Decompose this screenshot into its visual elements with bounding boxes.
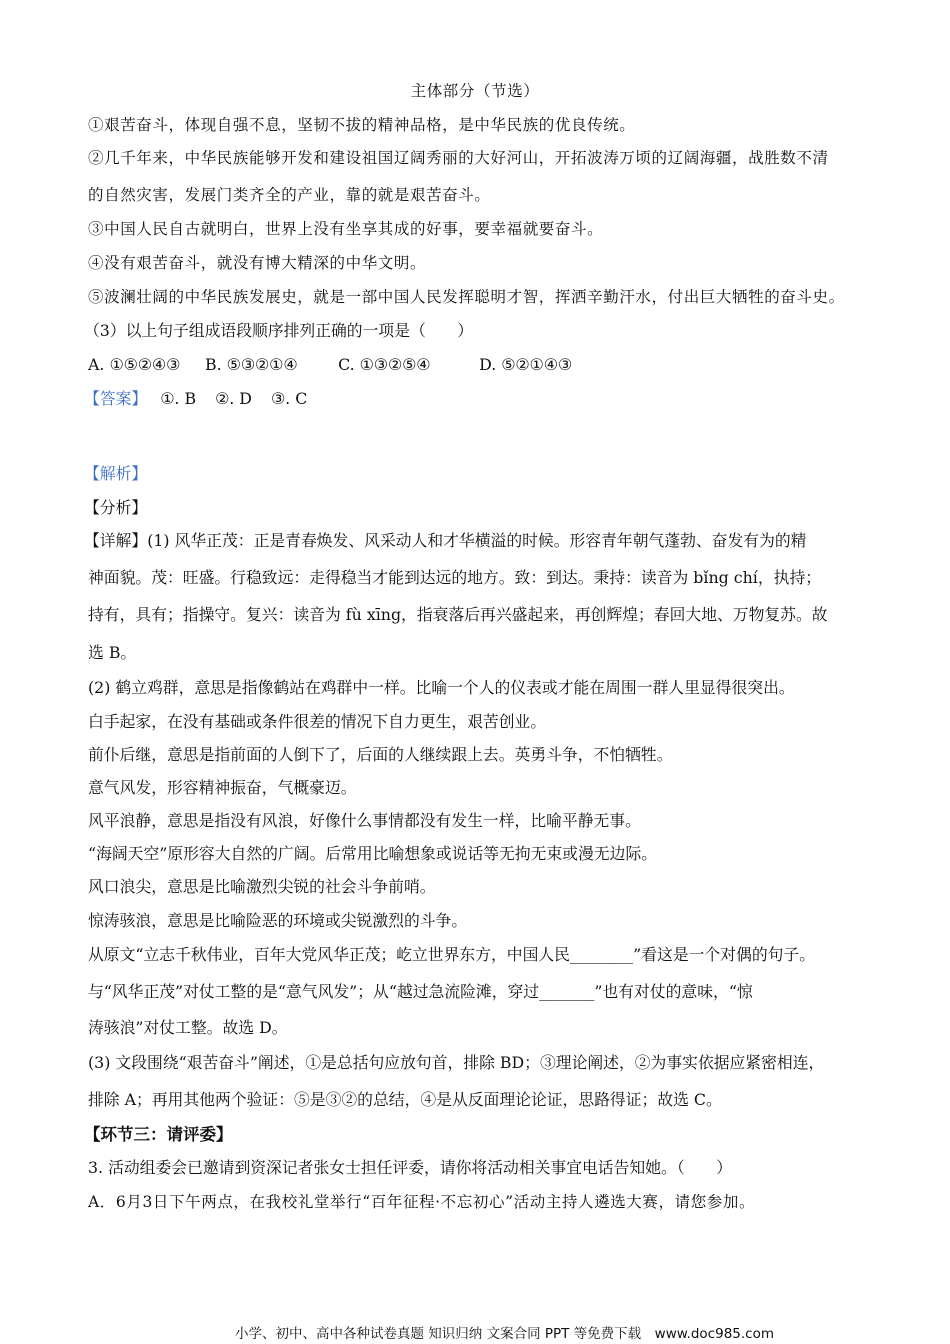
- analysis-line: “海阔天空”原形容大自然的广阔。后常用比喻想象或说话等无拘无束或漫无边际。: [88, 844, 658, 863]
- analysis-line: 意气风发，形容精神振奋，气概豪迈。: [88, 778, 357, 797]
- passage-line: ③中国人民自古就明白，世界上没有坐享其成的好事，要幸福就要奋斗。: [88, 220, 604, 238]
- analysis-line: 风平浪静，意思是指没有风浪，好像什么事情都没有发生一样，比喻平静无事。: [88, 811, 641, 830]
- analysis-line: 风口浪尖，意思是比喻激烈尖锐的社会斗争前哨。: [88, 877, 436, 896]
- page-footer: 小学、初中、高中各种试卷真题 知识归纳 文案合同 PPT 等免费下载 www.doc985.com: [234, 1326, 774, 1342]
- passage-line: 的自然灾害，发展门类齐全的产业，靠的就是艰苦奋斗。: [88, 186, 491, 204]
- option-a: A. ①⑤②④③: [88, 355, 181, 374]
- analysis-line: 排除 A；再用其他两个验证：⑤是③②的总结，④是从反面理论论证，思路得证；故选 C。: [88, 1090, 722, 1109]
- section-title: 【环节三：请评委】: [84, 1125, 233, 1144]
- option-b: B. ⑤③②①④: [205, 355, 298, 374]
- analysis-line: 从原文“立志千秋伟业，百年大党风华正茂；屹立世界东方，中国人民________”看这是一个对偶的句子。: [88, 945, 816, 964]
- passage-line: ⑤波澜壮阔的中华民族发展史，就是一部中国人民发挥聪明才智，挥洒辛勤汗水，付出巨大牺牲的奋斗史。: [88, 288, 845, 306]
- answer-item: ③. C: [271, 389, 308, 408]
- answer-line: [84, 388, 890, 410]
- analysis-line: 持有，具有；指操守。复兴：读音为 fù xīng，指衰落后再兴盛起来，再创辉煌；春回大地、万物复苏。故: [88, 605, 828, 624]
- question3-stem: （3）以上句子组成语段顺序排列正确的一项是（ ）: [84, 321, 474, 340]
- analysis-line: 【详解】(1) 风华正茂：正是青春焕发、风采动人和才华横溢的时候。形容青年朝气蓬勃、奋发有为的精: [84, 531, 807, 550]
- analysis-line: 惊涛骇浪，意思是比喻险恶的环境或尖锐激烈的斗争。: [88, 911, 468, 930]
- analysis-line: (2) 鹤立鸡群，意思是指像鹤站在鸡群中一样。比喻一个人的仪表或才能在周围一群人里显得很突出。: [88, 678, 795, 697]
- option-d: D. ⑤②①④③: [479, 355, 573, 374]
- analysis-line: 前仆后继，意思是指前面的人倒下了，后面的人继续跟上去。英勇斗争，不怕牺牲。: [88, 745, 673, 764]
- question-next-stem: 3. 活动组委会已邀请到资深记者张女士担任评委，请你将活动相关事宜电话告知她。（ ）: [88, 1158, 733, 1177]
- answer-label: 【答案】: [84, 389, 148, 408]
- passage-heading: 主体部分（节选）: [410, 82, 540, 100]
- question3-options: [88, 354, 890, 376]
- analysis-line: 白手起家，在没有基础或条件很差的情况下自力更生，艰苦创业。: [88, 712, 547, 731]
- analysis-line: 神面貌。茂：旺盛。行稳致远：走得稳当才能到达远的地方。致：到达。秉持：读音为 bǐng chí，执持；: [88, 568, 822, 587]
- analysis-line: 涛骇浪”对仗工整。故选 D。: [88, 1018, 288, 1037]
- analysis-line: (3) 文段围绕“艰苦奋斗”阐述，①是总括句应放句首，排除 BD；③理论阐述，②为事实依据应紧密相连，: [88, 1053, 825, 1072]
- question-next-option-a: A．6月3日下午两点，在我校礼堂举行“百年征程·不忘初心”活动主持人遴选大赛，请您参加。: [88, 1193, 756, 1211]
- answer-item: ①. B: [160, 389, 197, 408]
- analysis-sub-label: 【分析】: [84, 498, 148, 517]
- option-c: C. ①③②⑤④: [338, 355, 431, 374]
- analysis-line: 选 B。: [88, 643, 137, 662]
- passage-line: ②几千年来，中华民族能够开发和建设祖国辽阔秀丽的大好河山，开拓波涛万顷的辽阔海疆，战胜数不清: [88, 149, 829, 167]
- analysis-label: 【解析】: [84, 464, 148, 483]
- answer-item: ②. D: [215, 389, 252, 408]
- passage-line: ①艰苦奋斗，体现自强不息，坚韧不拔的精神品格，是中华民族的优良传统。: [88, 116, 636, 134]
- passage-line: ④没有艰苦奋斗，就没有博大精深的中华文明。: [88, 254, 427, 272]
- analysis-line: 与“风华正茂”对仗工整的是“意气风发”；从“越过急流险滩，穿过_______”也有对仗的意味，“惊: [88, 982, 753, 1001]
